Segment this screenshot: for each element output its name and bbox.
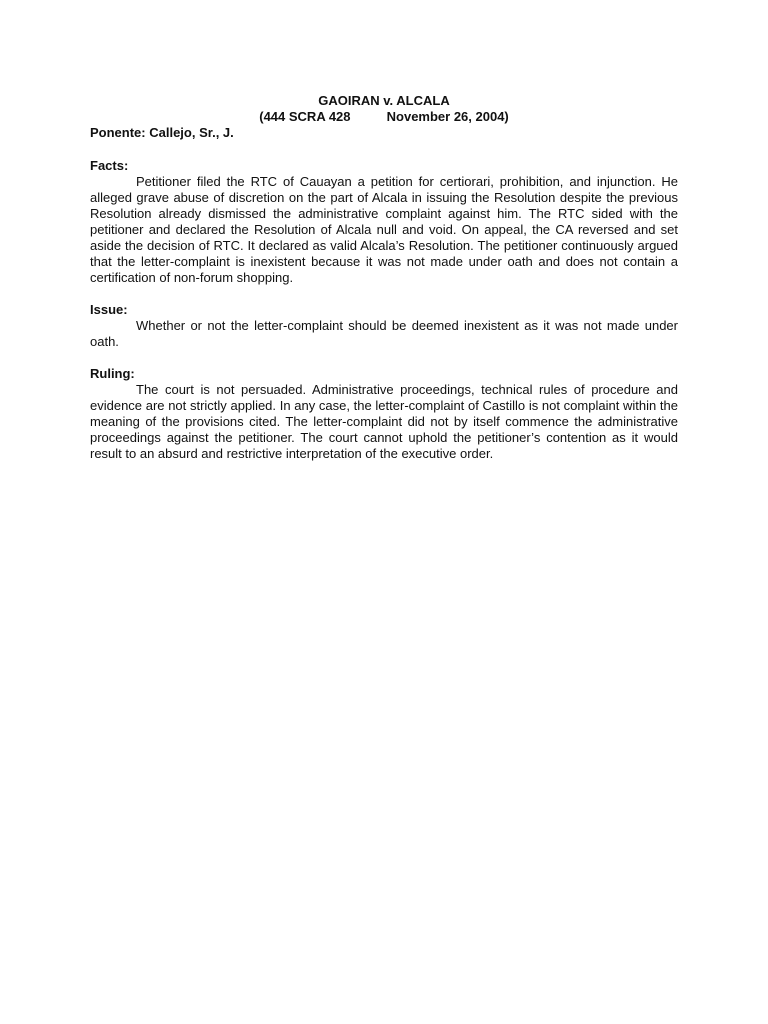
ruling-section <box>90 366 678 462</box>
ponente-line: Ponente: Callejo, Sr., J. <box>90 125 234 140</box>
ruling-body: The court is not persuaded. Administrative proceedings, technical rules of procedure and evidence are not strictly applied. In any case, the letter-complaint of Castillo is not complaint within the meaning of the provisions cited. The letter-complaint did not by itself commence the administrative proceedings against the petitioner. The court cannot uphold the petitioner’s contention as it would result to an absurd and restrictive interpretation of the executive order. <box>90 382 678 461</box>
ruling-heading: Ruling: <box>90 366 135 381</box>
issue-heading: Issue: <box>90 302 128 317</box>
facts-section <box>90 158 678 286</box>
facts-body: Petitioner filed the RTC of Cauayan a petition for certiorari, prohibition, and injunction. He alleged grave abuse of discretion on the part of Alcala in issuing the Resolution despite the previous Resolution already dismissed the administrative complaint against him. The RTC sided with the petitioner and declared the Resolution of Alcala null and void. On appeal, the CA reversed and set aside the decision of RTC. It declared as valid Alcala’s Resolution. The petitioner continuously argued that the letter-complaint is inexistent because it was not made under oath and does not contain a certification of non-forum shopping. <box>90 174 678 285</box>
document-page <box>90 93 678 478</box>
case-citation: (444 SCRA 428 November 26, 2004) <box>259 109 509 124</box>
case-title: GAOIRAN v. ALCALA <box>318 93 450 108</box>
issue-section <box>90 302 678 350</box>
issue-body: Whether or not the letter-complaint should be deemed inexistent as it was not made under oath. <box>90 318 678 349</box>
facts-heading: Facts: <box>90 158 129 173</box>
